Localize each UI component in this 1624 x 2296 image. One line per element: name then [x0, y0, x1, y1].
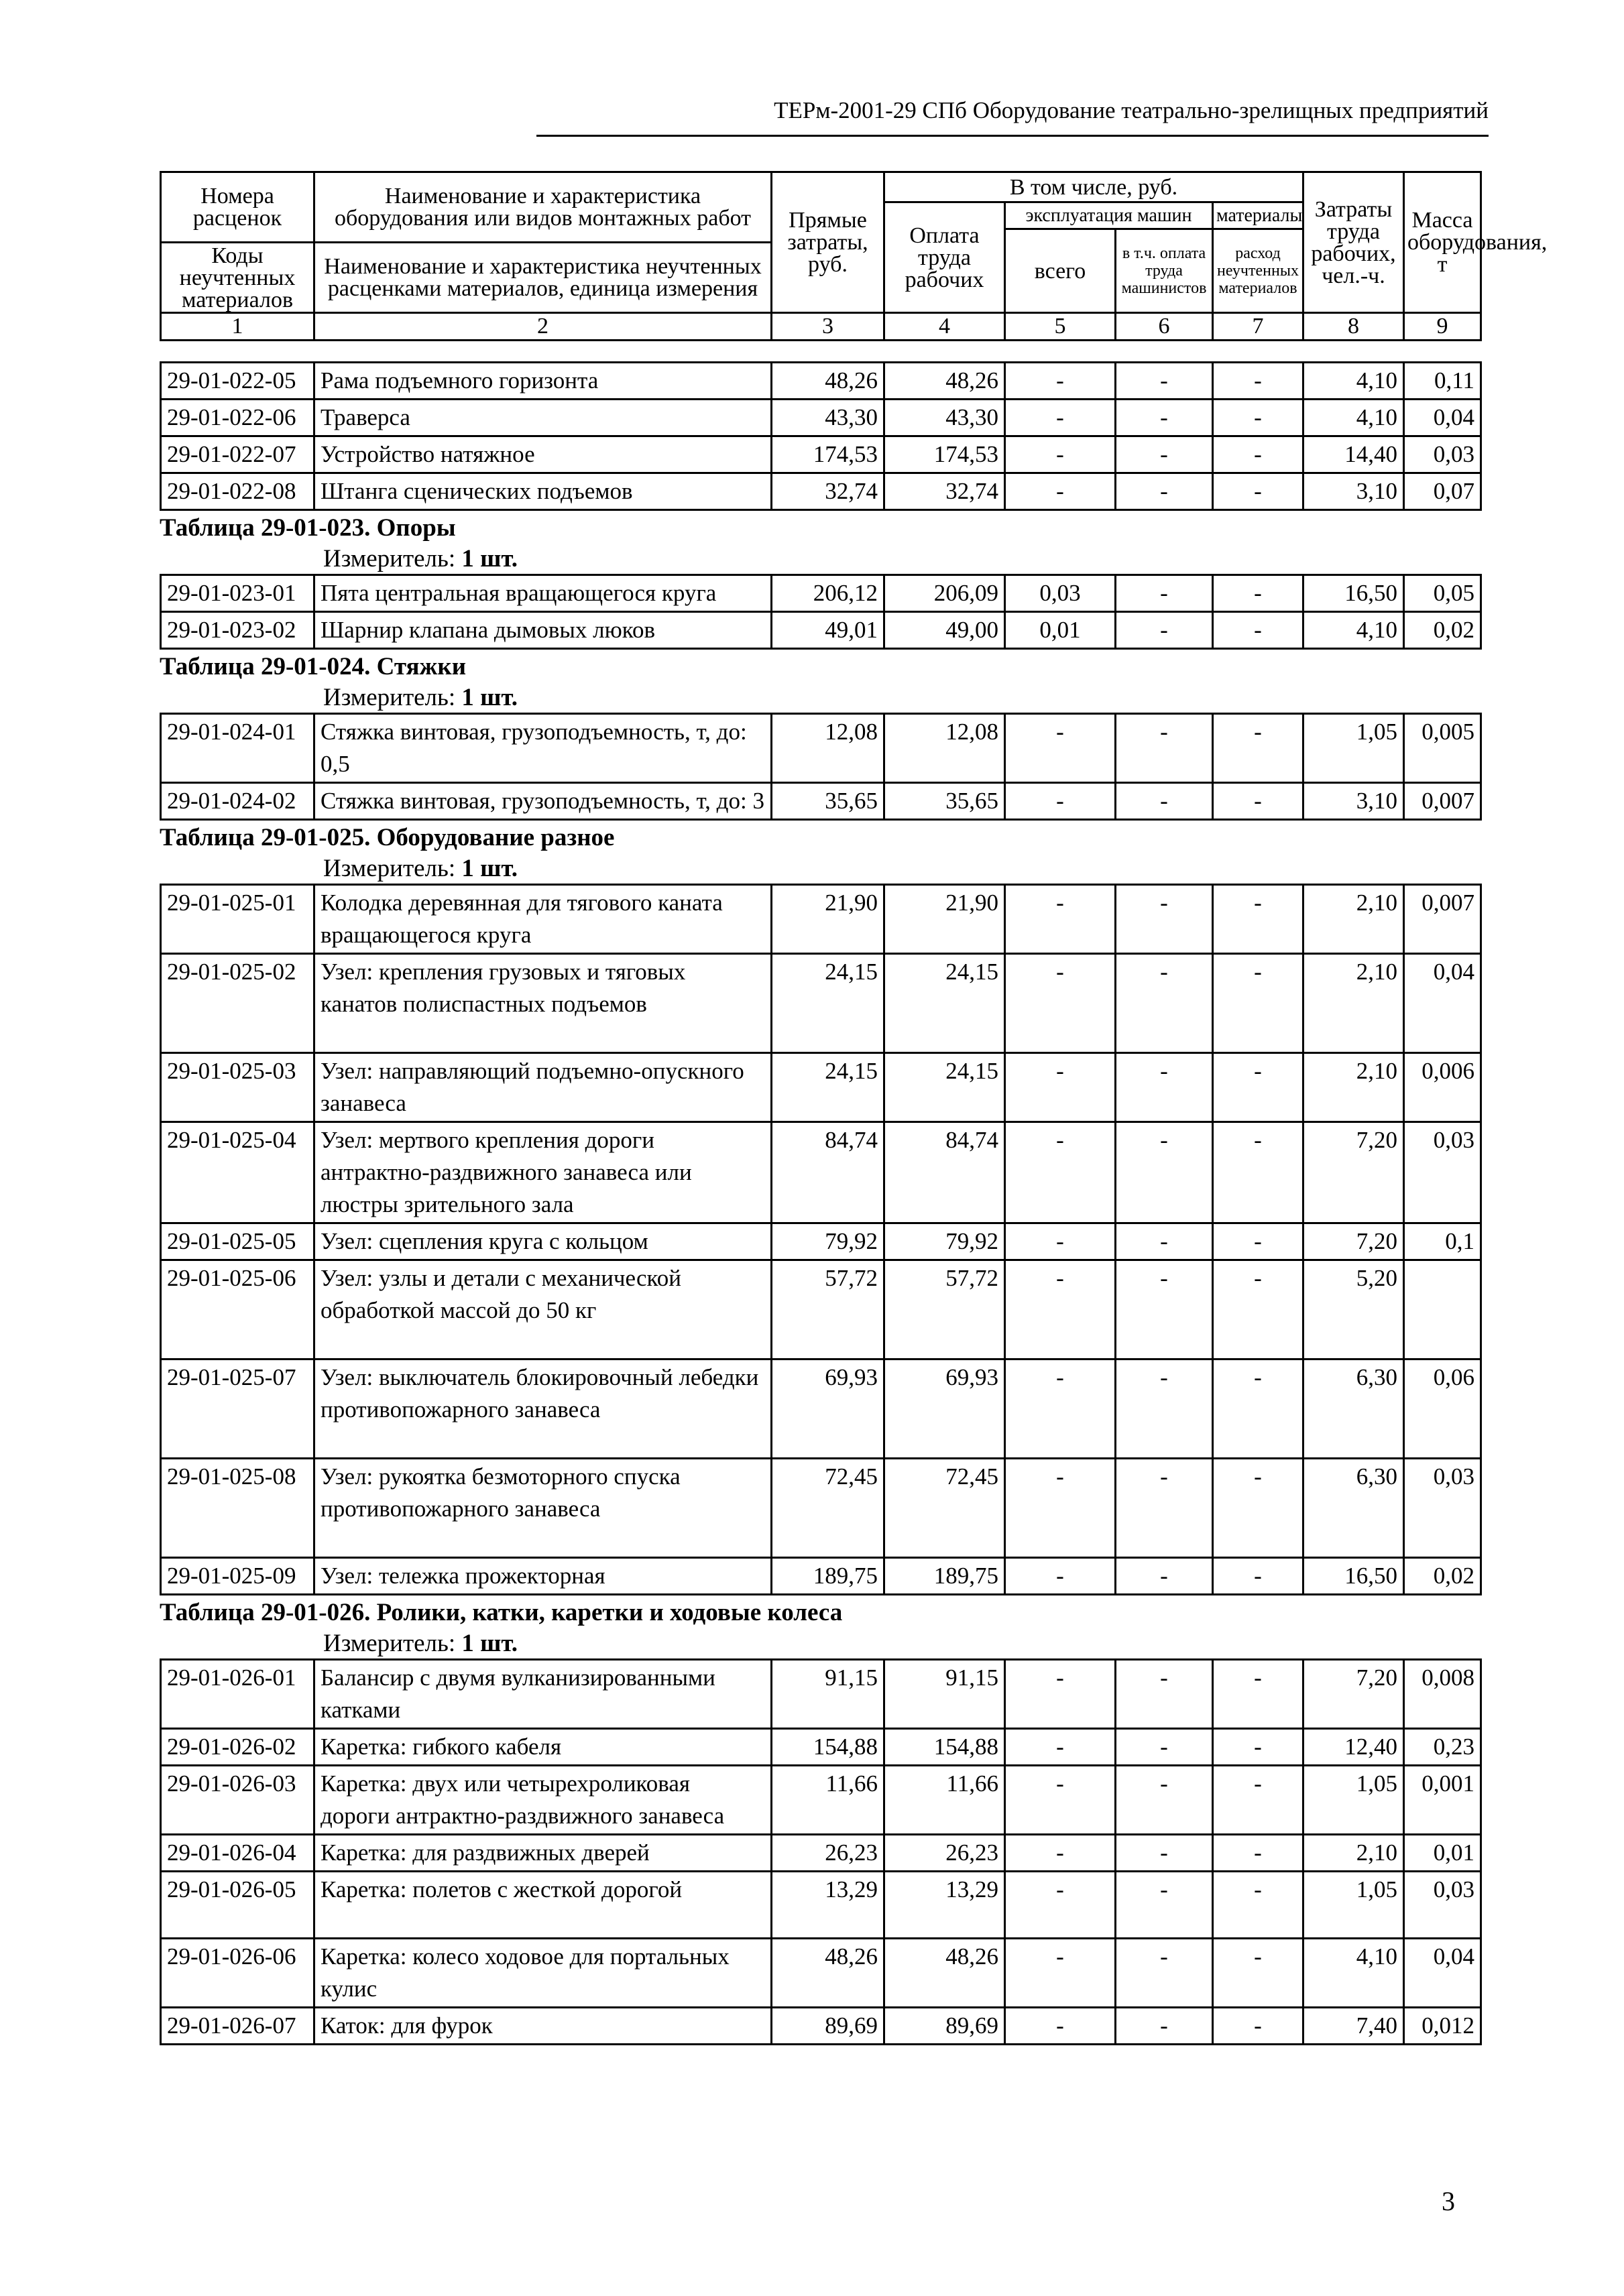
row-materials: -	[1213, 473, 1303, 510]
col-number: 6	[1116, 313, 1213, 341]
row-name: Пята центральная вращающегося круга	[314, 575, 772, 612]
col-machines: эксплуатация машин	[1005, 202, 1213, 229]
col-number: 7	[1213, 313, 1303, 341]
row-materials: -	[1213, 612, 1303, 649]
row-labor-pay: 154,88	[884, 1729, 1005, 1766]
row-machinist-pay: -	[1116, 1660, 1213, 1729]
table-unit	[160, 683, 1480, 713]
row-name: Шарнир клапана дымовых люков	[314, 612, 772, 649]
row-mass: 0,05	[1404, 575, 1481, 612]
row-labor-cost: 2,10	[1303, 954, 1404, 1053]
row-labor-pay: 32,74	[884, 473, 1005, 510]
row-code: 29-01-026-07	[161, 2008, 314, 2045]
table-row	[161, 885, 1481, 954]
row-machinist-pay: -	[1116, 436, 1213, 473]
row-direct: 69,93	[772, 1360, 884, 1459]
row-labor-cost: 5,20	[1303, 1260, 1404, 1360]
row-machines-total: -	[1005, 1360, 1116, 1459]
tables-container	[160, 361, 1480, 2045]
row-labor-pay: 69,93	[884, 1360, 1005, 1459]
row-direct: 21,90	[772, 885, 884, 954]
col-number: 8	[1303, 313, 1404, 341]
table-row	[161, 436, 1481, 473]
table-row	[161, 575, 1481, 612]
row-materials: -	[1213, 363, 1303, 400]
col-mass: Масса оборудования, т	[1404, 172, 1481, 313]
row-code: 29-01-026-02	[161, 1729, 314, 1766]
unit-label: Измеритель:	[323, 684, 456, 711]
row-labor-cost: 12,40	[1303, 1729, 1404, 1766]
unit-label: Измеритель:	[323, 855, 456, 882]
col-materials: материалы	[1213, 202, 1303, 229]
col-name-top: Наименование и характеристика оборудования или видов монтажных работ	[314, 172, 772, 243]
row-code: 29-01-022-08	[161, 473, 314, 510]
row-machines-total: -	[1005, 1835, 1116, 1872]
table-block	[160, 822, 1480, 1595]
price-table	[160, 713, 1482, 821]
row-labor-pay: 189,75	[884, 1558, 1005, 1595]
row-machines-total: -	[1005, 1558, 1116, 1595]
row-labor-cost: 4,10	[1303, 1939, 1404, 2008]
row-machinist-pay: -	[1116, 1122, 1213, 1223]
row-labor-cost: 2,10	[1303, 1053, 1404, 1122]
row-code: 29-01-025-09	[161, 1558, 314, 1595]
row-mass: 0,03	[1404, 1459, 1481, 1558]
row-mass: 0,1	[1404, 1223, 1481, 1260]
row-machines-total: -	[1005, 473, 1116, 510]
row-name: Траверса	[314, 400, 772, 436]
row-name: Узел: узлы и детали с механической обработкой массой до 50 кг	[314, 1260, 772, 1360]
row-mass: 0,06	[1404, 1360, 1481, 1459]
row-code: 29-01-024-01	[161, 714, 314, 783]
row-machinist-pay: -	[1116, 612, 1213, 649]
row-machines-total: 0,01	[1005, 612, 1116, 649]
row-labor-cost: 2,10	[1303, 1835, 1404, 1872]
unit-value: 1 шт.	[461, 855, 518, 882]
row-mass: 0,07	[1404, 473, 1481, 510]
table-row	[161, 1459, 1481, 1558]
price-table	[160, 1658, 1482, 2045]
row-name: Каретка: для раздвижных дверей	[314, 1835, 772, 1872]
row-direct: 49,01	[772, 612, 884, 649]
row-direct: 43,30	[772, 400, 884, 436]
row-materials: -	[1213, 714, 1303, 783]
row-machinist-pay: -	[1116, 1835, 1213, 1872]
col-labor-pay: Оплата труда рабочих	[884, 202, 1005, 313]
row-machines-total: -	[1005, 436, 1116, 473]
row-code: 29-01-026-01	[161, 1660, 314, 1729]
row-machines-total: -	[1005, 714, 1116, 783]
table-row	[161, 363, 1481, 400]
row-labor-pay: 24,15	[884, 954, 1005, 1053]
row-materials: -	[1213, 885, 1303, 954]
row-code: 29-01-025-03	[161, 1053, 314, 1122]
row-machinist-pay: -	[1116, 1766, 1213, 1835]
table-title: Таблица 29-01-023. Опоры	[160, 514, 456, 542]
row-direct: 24,15	[772, 954, 884, 1053]
table-title: Таблица 29-01-025. Оборудование разное	[160, 824, 615, 851]
unit-value: 1 шт.	[461, 545, 518, 572]
table-title: Таблица 29-01-026. Ролики, катки, каретки и ходовые колеса	[160, 1599, 843, 1626]
row-direct: 35,65	[772, 783, 884, 820]
row-machines-total: -	[1005, 1122, 1116, 1223]
row-labor-cost: 6,30	[1303, 1360, 1404, 1459]
row-machinist-pay: -	[1116, 1053, 1213, 1122]
table-row	[161, 612, 1481, 649]
row-machinist-pay: -	[1116, 575, 1213, 612]
row-mass: 0,005	[1404, 714, 1481, 783]
row-machinist-pay: -	[1116, 400, 1213, 436]
col-incl: В том числе, руб.	[884, 172, 1303, 202]
row-labor-pay: 48,26	[884, 363, 1005, 400]
row-mass	[1404, 1260, 1481, 1360]
row-code: 29-01-023-01	[161, 575, 314, 612]
row-materials: -	[1213, 1729, 1303, 1766]
row-labor-pay: 35,65	[884, 783, 1005, 820]
row-machines-total: -	[1005, 1053, 1116, 1122]
row-name: Стяжка винтовая, грузоподъемность, т, до: 3	[314, 783, 772, 820]
row-code: 29-01-026-05	[161, 1872, 314, 1939]
row-direct: 79,92	[772, 1223, 884, 1260]
row-materials: -	[1213, 1558, 1303, 1595]
col-number: 4	[884, 313, 1005, 341]
table-row	[161, 400, 1481, 436]
row-labor-cost: 4,10	[1303, 400, 1404, 436]
row-machinist-pay: -	[1116, 1558, 1213, 1595]
row-labor-pay: 49,00	[884, 612, 1005, 649]
unit-label: Измеритель:	[323, 1630, 456, 1657]
table-row	[161, 1939, 1481, 2008]
row-name: Каретка: полетов с жесткой дорогой	[314, 1872, 772, 1939]
row-materials: -	[1213, 1459, 1303, 1558]
row-materials: -	[1213, 400, 1303, 436]
row-mass: 0,02	[1404, 1558, 1481, 1595]
row-direct: 57,72	[772, 1260, 884, 1360]
table-block	[160, 1597, 1480, 2045]
row-machines-total: -	[1005, 1260, 1116, 1360]
row-name: Штанга сценических подъемов	[314, 473, 772, 510]
row-machines-total: -	[1005, 1459, 1116, 1558]
row-mass: 0,02	[1404, 612, 1481, 649]
row-labor-cost: 7,40	[1303, 2008, 1404, 2045]
row-labor-cost: 4,10	[1303, 612, 1404, 649]
col-code-bottom: Коды неучтенных материалов	[161, 243, 314, 313]
row-labor-cost: 1,05	[1303, 1766, 1404, 1835]
page-number: 3	[1442, 2186, 1455, 2216]
row-code: 29-01-025-01	[161, 885, 314, 954]
unit-value: 1 шт.	[461, 1630, 518, 1657]
row-machinist-pay: -	[1116, 1360, 1213, 1459]
col-number: 3	[772, 313, 884, 341]
row-code: 29-01-026-06	[161, 1939, 314, 2008]
table-row	[161, 473, 1481, 510]
table-row	[161, 783, 1481, 820]
row-labor-cost: 2,10	[1303, 885, 1404, 954]
row-machinist-pay: -	[1116, 1223, 1213, 1260]
row-machinist-pay: -	[1116, 885, 1213, 954]
row-materials: -	[1213, 1766, 1303, 1835]
row-materials: -	[1213, 1223, 1303, 1260]
table-row	[161, 1729, 1481, 1766]
row-direct: 174,53	[772, 436, 884, 473]
row-name: Узел: сцепления круга с кольцом	[314, 1223, 772, 1260]
row-direct: 206,12	[772, 575, 884, 612]
table-unit	[160, 544, 1480, 574]
row-name: Узел: рукоятка безмоторного спуска противопожарного занавеса	[314, 1459, 772, 1558]
row-materials: -	[1213, 436, 1303, 473]
row-direct: 48,26	[772, 1939, 884, 2008]
row-name: Колодка деревянная для тягового каната вращающегося круга	[314, 885, 772, 954]
row-name: Узел: тележка прожекторная	[314, 1558, 772, 1595]
row-code: 29-01-025-04	[161, 1122, 314, 1223]
row-machinist-pay: -	[1116, 363, 1213, 400]
row-machines-total: -	[1005, 1872, 1116, 1939]
row-labor-cost: 7,20	[1303, 1122, 1404, 1223]
row-name: Узел: выключатель блокировочный лебедки противопожарного занавеса	[314, 1360, 772, 1459]
row-mass: 0,03	[1404, 1122, 1481, 1223]
row-labor-cost: 4,10	[1303, 363, 1404, 400]
row-code: 29-01-025-07	[161, 1360, 314, 1459]
row-mass: 0,006	[1404, 1053, 1481, 1122]
row-code: 29-01-026-03	[161, 1766, 314, 1835]
row-machines-total: -	[1005, 400, 1116, 436]
row-materials: -	[1213, 1660, 1303, 1729]
row-machinist-pay: -	[1116, 1872, 1213, 1939]
col-labor-cost: Затраты труда рабочих, чел.-ч.	[1303, 172, 1404, 313]
row-mass: 0,001	[1404, 1766, 1481, 1835]
row-machines-total: -	[1005, 1660, 1116, 1729]
row-direct: 32,74	[772, 473, 884, 510]
row-materials: -	[1213, 1053, 1303, 1122]
row-machines-total: -	[1005, 1223, 1116, 1260]
col-direct: Прямые затраты, руб.	[772, 172, 884, 313]
row-labor-pay: 12,08	[884, 714, 1005, 783]
row-labor-pay: 26,23	[884, 1835, 1005, 1872]
row-materials: -	[1213, 2008, 1303, 2045]
row-name: Каток: для фурок	[314, 2008, 772, 2045]
row-direct: 48,26	[772, 363, 884, 400]
col-consumption: расход неучтенных материалов	[1213, 229, 1303, 313]
table-row	[161, 1260, 1481, 1360]
row-labor-pay: 13,29	[884, 1872, 1005, 1939]
row-mass: 0,007	[1404, 885, 1481, 954]
row-mass: 0,04	[1404, 954, 1481, 1053]
unit-value: 1 шт.	[461, 684, 518, 711]
price-table	[160, 884, 1482, 1595]
table-row	[161, 1223, 1481, 1260]
row-materials: -	[1213, 783, 1303, 820]
row-labor-pay: 21,90	[884, 885, 1005, 954]
row-name: Устройство натяжное	[314, 436, 772, 473]
row-code: 29-01-026-04	[161, 1835, 314, 1872]
row-materials: -	[1213, 575, 1303, 612]
row-mass: 0,04	[1404, 400, 1481, 436]
row-labor-cost: 1,05	[1303, 714, 1404, 783]
row-labor-pay: 89,69	[884, 2008, 1005, 2045]
row-code: 29-01-023-02	[161, 612, 314, 649]
col-code-top: Номера расценок	[161, 172, 314, 243]
row-name: Каретка: гибкого кабеля	[314, 1729, 772, 1766]
row-direct: 24,15	[772, 1053, 884, 1122]
row-code: 29-01-022-05	[161, 363, 314, 400]
table-block	[160, 512, 1480, 650]
table-row	[161, 1835, 1481, 1872]
row-labor-pay: 72,45	[884, 1459, 1005, 1558]
row-labor-pay: 57,72	[884, 1260, 1005, 1360]
unit-label: Измеритель:	[323, 545, 456, 572]
row-code: 29-01-022-07	[161, 436, 314, 473]
table-unit	[160, 1629, 1480, 1658]
row-materials: -	[1213, 1939, 1303, 2008]
row-direct: 13,29	[772, 1872, 884, 1939]
row-machinist-pay: -	[1116, 2008, 1213, 2045]
row-materials: -	[1213, 954, 1303, 1053]
row-name: Рама подъемного горизонта	[314, 363, 772, 400]
row-name: Узел: крепления грузовых и тяговых канатов полиспастных подъемов	[314, 954, 772, 1053]
row-machines-total: -	[1005, 1729, 1116, 1766]
row-machines-total: -	[1005, 954, 1116, 1053]
row-name: Узел: мертвого крепления дороги антрактно-раздвижного занавеса или люстры зрительного зала	[314, 1122, 772, 1223]
table-block	[160, 651, 1480, 821]
row-direct: 11,66	[772, 1766, 884, 1835]
row-labor-cost: 3,10	[1303, 783, 1404, 820]
row-code: 29-01-025-06	[161, 1260, 314, 1360]
row-direct: 154,88	[772, 1729, 884, 1766]
row-labor-pay: 84,74	[884, 1122, 1005, 1223]
row-labor-cost: 7,20	[1303, 1660, 1404, 1729]
row-mass: 0,11	[1404, 363, 1481, 400]
row-machines-total: -	[1005, 2008, 1116, 2045]
row-machinist-pay: -	[1116, 1939, 1213, 2008]
column-number-row	[161, 313, 1481, 341]
row-machinist-pay: -	[1116, 954, 1213, 1053]
row-direct: 189,75	[772, 1558, 884, 1595]
row-mass: 0,01	[1404, 1835, 1481, 1872]
row-labor-cost: 1,05	[1303, 1872, 1404, 1939]
row-direct: 26,23	[772, 1835, 884, 1872]
table-row	[161, 1558, 1481, 1595]
row-labor-pay: 174,53	[884, 436, 1005, 473]
col-number: 1	[161, 313, 314, 341]
table-row	[161, 1122, 1481, 1223]
col-machinist-pay: в т.ч. оплата труда машинистов	[1116, 229, 1213, 313]
row-labor-pay: 206,09	[884, 575, 1005, 612]
price-table	[160, 574, 1482, 650]
col-number: 2	[314, 313, 772, 341]
row-labor-pay: 79,92	[884, 1223, 1005, 1260]
row-mass: 0,04	[1404, 1939, 1481, 2008]
row-name: Стяжка винтовая, грузоподъемность, т, до: 0,5	[314, 714, 772, 783]
row-labor-pay: 43,30	[884, 400, 1005, 436]
row-mass: 0,03	[1404, 436, 1481, 473]
row-machinist-pay: -	[1116, 714, 1213, 783]
row-direct: 91,15	[772, 1660, 884, 1729]
row-labor-pay: 48,26	[884, 1939, 1005, 2008]
row-materials: -	[1213, 1260, 1303, 1360]
row-name: Узел: направляющий подъемно-опускного занавеса	[314, 1053, 772, 1122]
row-labor-cost: 14,40	[1303, 436, 1404, 473]
row-materials: -	[1213, 1872, 1303, 1939]
row-materials: -	[1213, 1360, 1303, 1459]
row-mass: 0,012	[1404, 2008, 1481, 2045]
row-labor-cost: 7,20	[1303, 1223, 1404, 1260]
row-machinist-pay: -	[1116, 783, 1213, 820]
column-header-table	[160, 171, 1548, 341]
row-mass: 0,007	[1404, 783, 1481, 820]
row-labor-pay: 24,15	[884, 1053, 1005, 1122]
table-row	[161, 2008, 1481, 2045]
row-machinist-pay: -	[1116, 1729, 1213, 1766]
row-direct: 72,45	[772, 1459, 884, 1558]
col-number: 9	[1404, 313, 1481, 341]
page-header: ТЕРм-2001-29 СПб Оборудование театрально-зрелищных предприятий	[536, 97, 1489, 137]
table-row	[161, 1660, 1481, 1729]
row-direct: 84,74	[772, 1122, 884, 1223]
row-materials: -	[1213, 1122, 1303, 1223]
row-mass: 0,008	[1404, 1660, 1481, 1729]
row-name: Балансир с двумя вулканизированными катками	[314, 1660, 772, 1729]
row-code: 29-01-025-05	[161, 1223, 314, 1260]
row-mass: 0,23	[1404, 1729, 1481, 1766]
row-machinist-pay: -	[1116, 1260, 1213, 1360]
row-labor-cost: 6,30	[1303, 1459, 1404, 1558]
row-name: Каретка: двух или четырехроликовая дороги антрактно-раздвижного занавеса	[314, 1766, 772, 1835]
col-machines-total: всего	[1005, 229, 1116, 313]
row-direct: 12,08	[772, 714, 884, 783]
row-machinist-pay: -	[1116, 1459, 1213, 1558]
row-code: 29-01-025-02	[161, 954, 314, 1053]
row-mass: 0,03	[1404, 1872, 1481, 1939]
row-code: 29-01-022-06	[161, 400, 314, 436]
row-machinist-pay: -	[1116, 473, 1213, 510]
row-code: 29-01-025-08	[161, 1459, 314, 1558]
row-machines-total: -	[1005, 363, 1116, 400]
table-row	[161, 1766, 1481, 1835]
row-machines-total: -	[1005, 1939, 1116, 2008]
row-materials: -	[1213, 1835, 1303, 1872]
price-table	[160, 361, 1482, 511]
row-labor-pay: 91,15	[884, 1660, 1005, 1729]
table-title: Таблица 29-01-024. Стяжки	[160, 653, 467, 680]
table-row	[161, 1360, 1481, 1459]
table-row	[161, 714, 1481, 783]
table-row	[161, 1872, 1481, 1939]
row-labor-cost: 3,10	[1303, 473, 1404, 510]
row-labor-pay: 11,66	[884, 1766, 1005, 1835]
row-code: 29-01-024-02	[161, 783, 314, 820]
table-block	[160, 361, 1480, 511]
row-machines-total: -	[1005, 1766, 1116, 1835]
row-labor-cost: 16,50	[1303, 575, 1404, 612]
row-direct: 89,69	[772, 2008, 884, 2045]
table-row	[161, 954, 1481, 1053]
row-machines-total: 0,03	[1005, 575, 1116, 612]
table-unit	[160, 854, 1480, 884]
col-name-bottom: Наименование и характеристика неучтенных расценками материалов, единица измерения	[314, 243, 772, 313]
row-machines-total: -	[1005, 783, 1116, 820]
table-row	[161, 1053, 1481, 1122]
row-labor-cost: 16,50	[1303, 1558, 1404, 1595]
col-number: 5	[1005, 313, 1116, 341]
row-machines-total: -	[1005, 885, 1116, 954]
row-name: Каретка: колесо ходовое для портальных кулис	[314, 1939, 772, 2008]
document-body	[160, 171, 1548, 2045]
